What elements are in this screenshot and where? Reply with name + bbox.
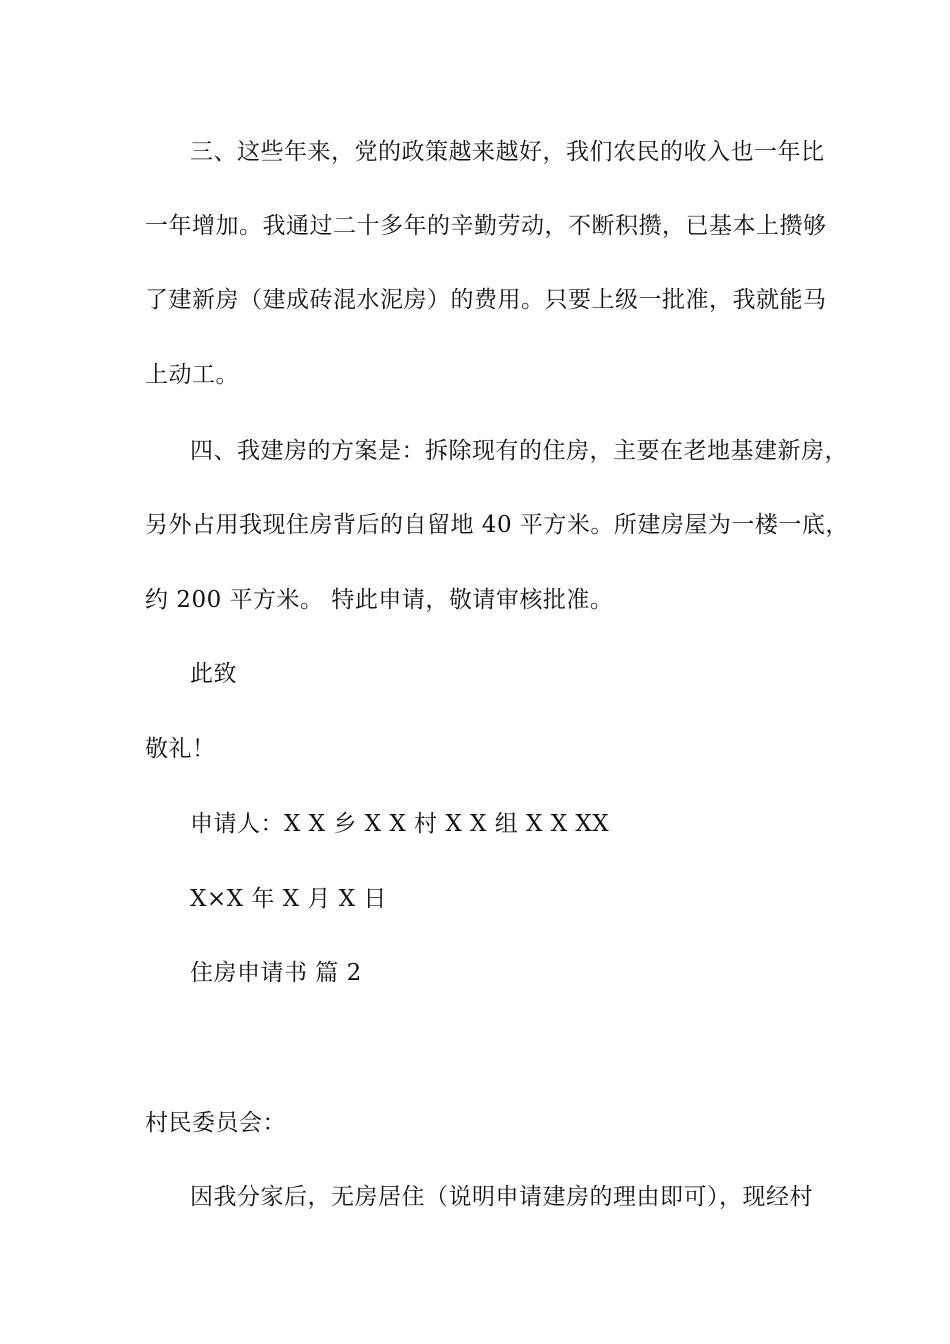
addressee-line: 村民委员会： (145, 1110, 286, 1136)
section-heading: 住房申请书 篇 2 (190, 960, 362, 986)
paragraph-3-line-3: 了建新房（建成砖混水泥房）的费用。只要上级一批准，我就能马 (145, 287, 827, 313)
paragraph-3-line-1: 三、这些年来，党的政策越来越好，我们农民的收入也一年比 (190, 139, 825, 165)
paragraph-3-line-2: 一年增加。我通过二十多年的辛勤劳动，不断积攒，已基本上攒够 (145, 213, 827, 239)
closing-regards: 敬礼！ (145, 736, 216, 762)
paragraph-3-line-4: 上动工。 (145, 362, 239, 388)
applicant-line: 申请人：X X 乡 X X 村 X X 组 X X XX (190, 811, 610, 837)
date-line: X×X 年 X 月 X 日 (190, 886, 387, 912)
body-paragraph-line-1: 因我分家后，无房居住（说明申请建房的理由即可），现经村 (190, 1184, 813, 1210)
paragraph-4-line-1: 四、我建房的方案是：拆除现有的住房，主要在老地基建新房， (190, 438, 848, 464)
paragraph-4-line-2: 另外占用我现住房背后的自留地 40 平方米。所建房屋为一楼一底， (145, 512, 849, 538)
closing-salutation: 此致 (190, 661, 237, 687)
paragraph-4-line-3: 约 200 平方米。 特此申请，敬请审核批准。 (145, 587, 614, 613)
